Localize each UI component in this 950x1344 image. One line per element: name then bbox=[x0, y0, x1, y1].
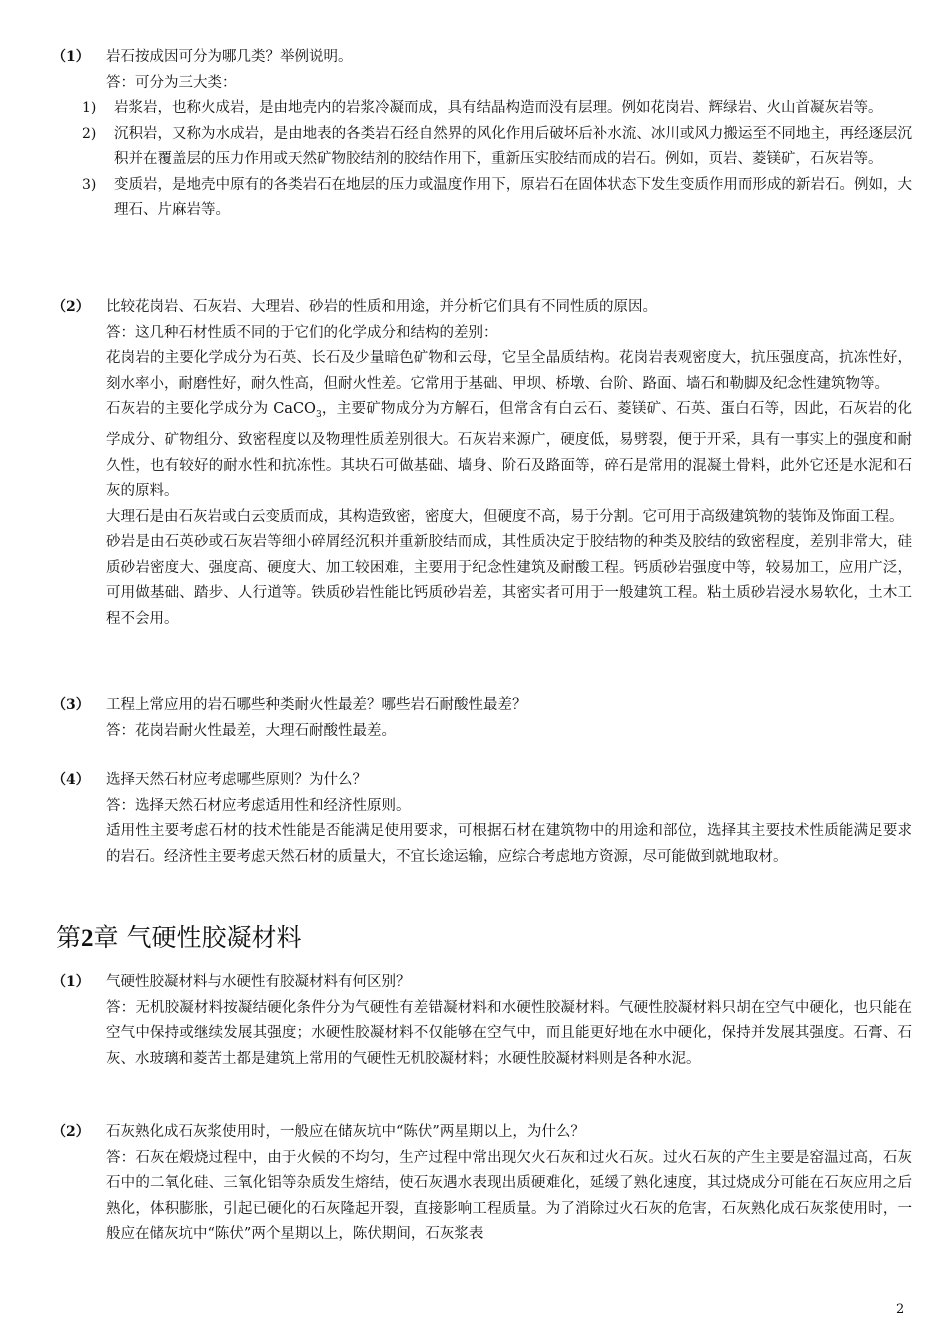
question-number: （1） bbox=[52, 974, 90, 990]
chapter-prefix: 第 bbox=[56, 923, 82, 952]
answer-intro: 答：这几种石材性质不同的于它们的化学成分和结构的差别： bbox=[106, 324, 498, 341]
chapter2-question-block-1 bbox=[52, 970, 912, 1072]
question-text: 选择天然石材应考虑哪些原则？为什么？ bbox=[106, 772, 367, 788]
question-text: 工程上常应用的岩石哪些种类耐火性最差？哪些岩石耐酸性最差？ bbox=[106, 697, 527, 713]
answer-text: 答：花岗岩耐火性最差，大理石耐酸性最差。 bbox=[106, 722, 396, 739]
question-number: （1） bbox=[52, 49, 90, 65]
chapter-number: 2 bbox=[81, 925, 94, 952]
question-block-3 bbox=[52, 693, 912, 744]
list-text: 岩浆岩，也称火成岩，是由地壳内的岩浆冷凝而成，具有结晶构造而没有层理。例如花岗岩、辉绿岩、火山首凝灰岩等。 bbox=[114, 100, 883, 116]
list-number: 2) bbox=[82, 125, 97, 142]
chapter2-question-block-2 bbox=[52, 1120, 912, 1248]
limestone-text-start: 石灰岩的主要化学成分为 CaCO bbox=[106, 401, 316, 417]
paragraph-sandstone: 砂岩是由石英砂或石灰岩等细小碎屑经沉积并重新胶结而成，其性质决定于胶结物的种类及胶结的致密程度，差别非常大，硅质砂岩密度大、强度高、硬度大、加工较困难，主要用于纪念性建筑及耐酸工程。钙质砂岩强度中等，较易加工，应用广泛，可用做基础、踏步、人行道等。铁质砂岩性能比钙质砂岩差，其密实者可用于一般建筑工程。粘土质砂岩浸水易软化，土木工程不会用。 bbox=[106, 534, 912, 627]
paragraph-marble: 大理石是由石灰岩或白云变质而成，其构造致密，密度大，但硬度不高，易于分割。它可用于高级建筑物的装饰及饰面工程。 bbox=[106, 508, 904, 525]
list-item bbox=[52, 122, 912, 173]
page-number: 2 bbox=[896, 1302, 905, 1317]
list-text: 沉积岩，又称为水成岩，是由地表的各类岩石经自然界的风化作用后破坏后补水流、冰川或风力搬运至不同地主，再经逐层沉积并在覆盖层的压力作用或天然矿物胶结剂的胶结作用下，重新压实胶结而成的岩石。例如，页岩、菱镁矿，石灰岩等。 bbox=[114, 125, 912, 167]
question-block-1 bbox=[52, 45, 912, 224]
question-block-2 bbox=[52, 295, 912, 632]
question-number: （4） bbox=[52, 772, 90, 788]
list-item bbox=[52, 173, 912, 224]
answer-intro: 答：可分为三大类： bbox=[106, 74, 237, 91]
question-text: 岩石按成因可分为哪几类？举例说明。 bbox=[106, 49, 353, 65]
paragraph-limestone bbox=[106, 397, 912, 505]
question-number: （3） bbox=[52, 697, 90, 713]
list-number: 3) bbox=[82, 176, 97, 193]
chapter-title: 章 气硬性胶凝材料 bbox=[93, 923, 302, 952]
limestone-text-rest: ，主要矿物成分为方解石，但常含有白云石、菱镁矿、石英、蛋白石等，因此，石灰岩的化学成分、矿物组分、致密程度以及物理性质差别很大。石灰岩来源广，硬度低，易劈裂，便于开采，具有一事实上的强度和耐久性，也有较好的耐水性和抗冻性。其块石可做基础、墙身、阶石及路面等，碎石是常用的混凝土骨料，此外它还是水泥和石灰的原料。 bbox=[106, 401, 912, 500]
question-text: 比较花岗岩、石灰岩、大理岩、砂岩的性质和用途，并分析它们具有不同性质的原因。 bbox=[106, 299, 657, 315]
question-block-4 bbox=[52, 768, 912, 870]
question-text: 石灰熟化成石灰浆使用时，一般应在储灰坑中“陈伏”两星期以上，为什么？ bbox=[106, 1124, 585, 1140]
list-item bbox=[52, 96, 912, 122]
chapter-heading bbox=[56, 918, 301, 954]
paragraph-suitability: 适用性主要考虑石材的技术性能是否能满足使用要求，可根据石材在建筑物中的用途和部位，选择其主要技术性质能满足要求的岩石。经济性主要考虑天然石材的质量大，不宜长途运输，应综合考虑地方资源，尽可能做到就地取材。 bbox=[106, 823, 912, 865]
list-number: 1) bbox=[82, 100, 97, 116]
answer-text: 答：石灰在煅烧过程中，由于火候的不均匀，生产过程中常出现欠火石灰和过火石灰。过火石灰的产生主要是窑温过高，石灰石中的二氧化硅、三氧化铝等杂质发生熔结，使石灰遇水表现出质硬难化，延缓了熟化速度，其过烧成分可能在石灰应用之后熟化，体积膨胀，引起已硬化的石灰隆起开裂，直接影响工程质量。为了消除过火石灰的危害，石灰熟化成石灰浆使用时，一般应在储灰坑中“陈伏”两个星期以上，陈伏期间，石灰浆表 bbox=[106, 1149, 912, 1242]
formula-subscript: 3 bbox=[315, 409, 322, 420]
answer-intro: 答：选择天然石材应考虑适用性和经济性原则。 bbox=[106, 797, 411, 814]
question-text: 气硬性胶凝材料与水硬性有胶凝材料有何区别？ bbox=[106, 974, 411, 990]
question-number: （2） bbox=[52, 299, 90, 315]
answer-text: 答：无机胶凝材料按凝结硬化条件分为气硬性有差错凝材料和水硬性胶凝材料。气硬性胶凝材料只胡在空气中硬化，也只能在空气中保持或继续发展其强度；水硬性胶凝材料不仅能够在空气中，而且能更好地在水中硬化，保持并发展其强度。石膏、石灰、水玻璃和菱苦土都是建筑上常用的气硬性无机胶凝材料；水硬性胶凝材料则是各种水泥。 bbox=[106, 999, 912, 1067]
question-number: （2） bbox=[52, 1124, 90, 1140]
paragraph-granite: 花岗岩的主要化学成分为石英、长石及少量暗色矿物和云母，它呈全晶质结构。花岗岩表观密度大，抗压强度高，抗冻性好，刻水率小，耐磨性好，耐久性高，但耐火性差。它常用于基础、甲坝、桥墩、台阶、路面、墙石和勒脚及纪念性建筑物等。 bbox=[106, 350, 912, 392]
list-text: 变质岩，是地壳中原有的各类岩石在地层的压力或温度作用下，原岩石在固体状态下发生变质作用而形成的新岩石。例如，大理石、片麻岩等。 bbox=[114, 176, 912, 218]
